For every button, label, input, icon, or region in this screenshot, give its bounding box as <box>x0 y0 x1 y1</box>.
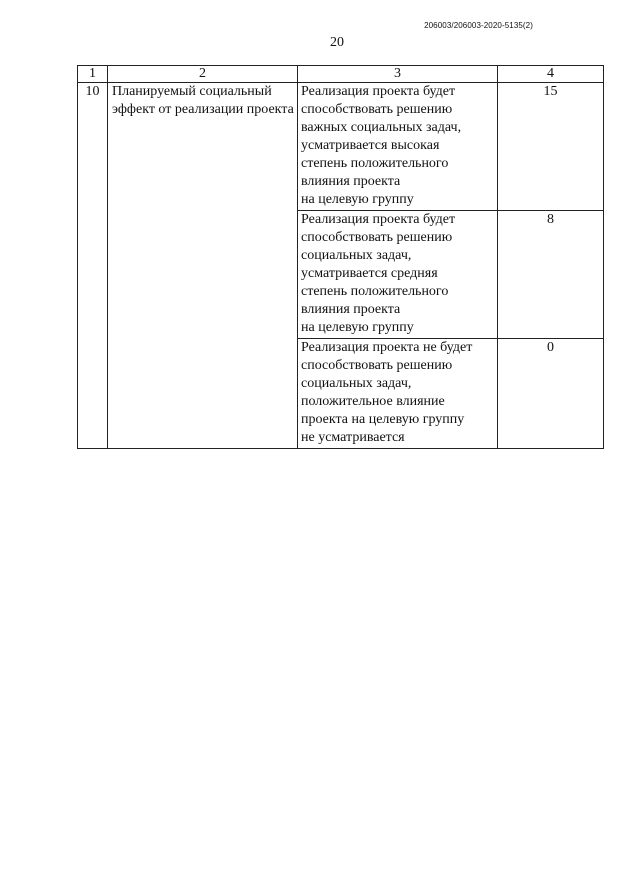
criterion-score: 8 <box>498 211 604 339</box>
criterion-text: Реализация проекта будет способствовать решению социальных задач, усматривается средняя степень положительного влияния проекта на целевую группу <box>298 211 498 339</box>
criterion-text: Реализация проекта не будет способствовать решению социальных задач, положительное влияние проекта на целевую группу не усматривается <box>298 339 498 449</box>
criterion-score: 15 <box>498 83 604 211</box>
column-header: 2 <box>108 66 298 83</box>
page-number: 20 <box>330 35 344 50</box>
row-number: 10 <box>78 83 108 449</box>
column-header: 1 <box>78 66 108 83</box>
column-header: 3 <box>298 66 498 83</box>
criterion-score: 0 <box>498 339 604 449</box>
criteria-table <box>77 65 604 449</box>
table-row <box>78 83 604 211</box>
criterion-text: Реализация проекта будет способствовать решению важных социальных задач, усматривается высокая степень положительного влияния проекта на целевую группу <box>298 83 498 211</box>
document-id: 206003/206003-2020-5135(2) <box>424 21 533 30</box>
indicator-name: Планируемый социальный эффект от реализации проекта <box>108 83 298 449</box>
table-header-row <box>78 66 604 83</box>
column-header: 4 <box>498 66 604 83</box>
